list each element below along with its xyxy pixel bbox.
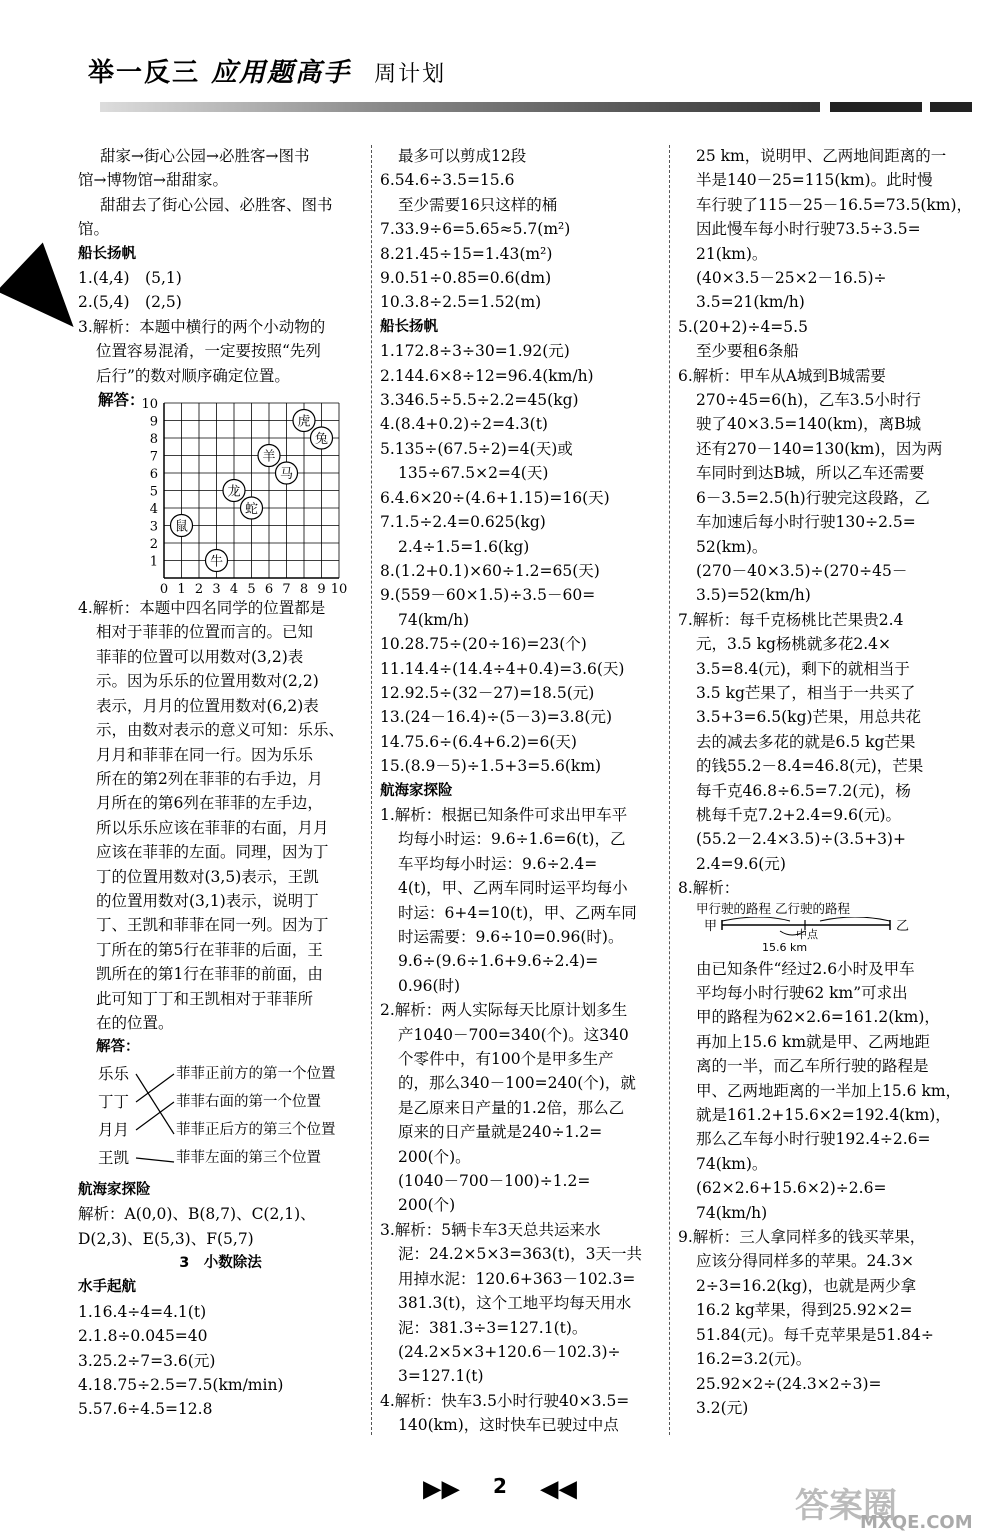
header-title-plan: 周计划 (374, 62, 447, 87)
answer-line: 示。因为乐乐的位置用数对(2,2) (96, 672, 319, 691)
header-rule-seg2 (830, 102, 922, 112)
answer-line: 200(个)。 (398, 1147, 471, 1166)
answer-line: 270÷45=6(h)，乙车3.5小时行 (696, 391, 921, 410)
answer-line: 时运需要：9.6÷10=0.96(时)。 (398, 928, 624, 946)
distance-line (720, 917, 920, 947)
answer-line: 3.5 kg芒果了，相当于一共买了 (696, 683, 916, 702)
answer-line: 4.解析：本题中四名同学的位置都是 (78, 599, 326, 618)
x-tick-label: 4 (229, 582, 239, 597)
answer-line: 在的位置。 (96, 1013, 174, 1032)
student-name: 王凯 (98, 1148, 130, 1167)
diagram-end-label: 乙 (896, 918, 910, 934)
answer-line: 8.解析： (678, 879, 740, 898)
answer-line: 52(km)。 (696, 537, 768, 556)
answer-line: 元，3.5 kg杨桃就多花2.4× (696, 635, 892, 654)
answer-line: 车加速后每小时行驶130÷2.5= (696, 513, 916, 532)
answer-line: 2.4÷1.5=1.6(kg) (398, 537, 530, 556)
answer-line: 3.解析：5辆卡车3天总共运来水 (380, 1220, 601, 1239)
y-tick-label: 1 (149, 554, 158, 570)
answer-line: 车同时到达B城，所以乙车还需要 (696, 464, 925, 483)
page-number: 2 (493, 1474, 507, 1498)
answer-line: 位置容易混淆，一定要按照“先列 (96, 342, 321, 361)
answer-line: 2.4=9.6(元) (696, 854, 786, 873)
text-line: 馆→博物馆→甜甜家。 (78, 171, 228, 190)
animal-label: 兔 (314, 432, 329, 448)
answer-line: 应该在菲菲的左面。同理，因为丁 (96, 843, 329, 862)
answer-line: 21(km)。 (696, 244, 768, 263)
y-tick-label: 9 (149, 414, 158, 430)
animal-label: 鼠 (174, 519, 189, 535)
x-tick-label: 5 (247, 582, 256, 597)
answer-line: 平均每小时行驶62 km”可求出 (696, 984, 908, 1002)
answer-line: 1.16.4÷4=4.1(t) (78, 1302, 207, 1321)
answer-line: 74(km/h) (696, 1203, 768, 1222)
watermark-logo: 答案圈 (795, 1486, 897, 1526)
matching-diagram (78, 1060, 363, 1178)
diagram-midpoint-label: 中点 (796, 927, 818, 941)
answer-line: 2.144.6×8÷12=96.4(km/h) (380, 366, 594, 385)
arrow-left-icon: ◀◀ (540, 1474, 577, 1503)
answer-line: (55.2－2.4×3.5)÷(3.5+3)+ (696, 830, 906, 849)
answer-line: 200(个) (398, 1196, 456, 1215)
x-tick-label: 2 (194, 582, 204, 597)
column-3 (678, 144, 973, 1420)
x-tick-label: 3 (212, 582, 221, 597)
answer-line: 原来的日产量就是240÷1.2= (398, 1123, 603, 1142)
section-heading: 船长扬帆 (78, 245, 136, 262)
answer-line: 泥：381.3÷3=127.1(t)。 (398, 1318, 588, 1337)
answer-line: 2÷3=16.2(kg)，也就是两少拿 (696, 1276, 917, 1295)
answer-line: 后行”的数对顺序确定位置。 (96, 366, 290, 385)
answer-line: 74(km/h) (398, 610, 470, 629)
student-name: 乐乐 (98, 1064, 130, 1083)
answer-line: 半是140－25=115(km)。此时慢 (696, 171, 933, 190)
watermark-url: MXQE.COM (860, 1512, 973, 1533)
answer-line: 6.4.6×20÷(4.6+1.15)=16(天) (380, 488, 610, 507)
answer-line: 6－3.5=2.5(h)行驶完这段路，乙 (696, 488, 930, 507)
diagram-distance-label: 15.6 km (762, 940, 808, 954)
answer-line: 最多可以剪成12段 (398, 147, 527, 165)
answer-line: 解析：A(0,0)、B(8,7)、C(2,1)、 (78, 1205, 316, 1224)
answer-line: 表示，月月的位置用数对(6,2)表 (96, 696, 319, 715)
animal-label: 蛇 (244, 502, 259, 518)
answer-line: 泥：24.2×5×3=363(t)，3天一共 (398, 1245, 642, 1264)
diagram-label: 甲行驶的路程 乙行驶的路程 (696, 900, 850, 916)
answer-line: 的，那么340－100=240(个)，就 (398, 1074, 636, 1093)
answer-line: 桃每千克7.2+2.4=9.6(元)。 (696, 805, 902, 824)
answer-line: 3.解析：本题中横行的两个小动物的 (78, 317, 326, 336)
header-title-sub: 应用题高手 (211, 58, 352, 88)
answer-line: 再加上15.6 km就是甲、乙两地距 (696, 1032, 931, 1051)
answer-line: 那么乙车每小时行驶192.4÷2.6= (696, 1130, 931, 1149)
answer-line: 10.28.75÷(20÷16)=23(个) (380, 635, 587, 654)
answer-label: 解答： (98, 390, 145, 410)
animal-label: 牛 (209, 554, 224, 570)
y-tick-label: 5 (149, 484, 158, 500)
answer-line: 月月和菲菲在同一行。因为乐乐 (96, 745, 314, 764)
answer-line: 4.解析：快车3.5小时行驶40×3.5= (380, 1391, 630, 1410)
section-heading: 水手起航 (78, 1279, 136, 1296)
y-tick-label: 4 (149, 502, 158, 518)
section-heading: 船长扬帆 (380, 318, 438, 335)
answer-line: 甲、乙两地距离的一半加上15.6 km， (696, 1081, 962, 1100)
answer-line: 3.346.5÷5.5÷2.2=45(kg) (380, 391, 579, 410)
answer-line: 菲菲的位置可以用数对(3,2)表 (96, 647, 304, 666)
answer-line: D(2,3)、E(5,3)、F(5,7) (78, 1229, 254, 1248)
text-line: 甜甜去了街心公园、必胜客、图书 (100, 195, 333, 214)
answer-line: 的位置用数对(3,1)表示，说明丁 (96, 891, 319, 910)
answer-line: (62×2.6+15.6×2)÷2.6= (696, 1179, 887, 1198)
answer-line: 9.0.51÷0.85=0.6(dm) (380, 269, 552, 288)
answer-line: 每千克46.8÷6.5=7.2(元)，杨 (696, 781, 911, 800)
answer-line: 所在的第2列在菲菲的右手边，月 (96, 769, 323, 788)
answer-line: 9.(559－60×1.5)÷3.5－60= (380, 586, 596, 605)
answer-line: 381.3(t)，这个工地平均每天用水 (398, 1294, 632, 1313)
y-tick-label: 10 (141, 397, 158, 413)
column-divider-2 (669, 145, 670, 1435)
y-tick-label: 8 (149, 432, 158, 448)
answer-line: 4(t)，甲、乙两车同时运平均每小 (398, 879, 628, 898)
text-line: 甜家→街心公园→必胜客→图书 (100, 147, 310, 165)
answer-line: 3.25.2÷7=3.6(元) (78, 1351, 216, 1370)
position-description: 菲菲左面的第三个位置 (176, 1149, 321, 1166)
answer-line: 10.3.8÷2.5=1.52(m) (380, 293, 542, 312)
answer-line: 25 km，说明甲、乙两地间距离的一 (696, 147, 947, 165)
answer-line: 7.1.5÷2.4=0.625(kg) (380, 513, 546, 532)
x-tick-label: 6 (264, 582, 274, 597)
answer-line: 9.解析：三人拿同样多的钱买苹果， (678, 1228, 926, 1247)
answer-line: 0.96(时) (398, 976, 461, 995)
answer-line: 去的减去多花的就是6.5 kg芒果 (696, 732, 916, 751)
column-2 (380, 144, 665, 1438)
answer-line: 14.75.6÷(6.4+6.2)=6(天) (380, 732, 577, 751)
header-title (88, 52, 446, 89)
answer-line: 2.(5,4) (2,5) (78, 293, 182, 312)
answer-line: 车行驶了115－25－16.5=73.5(km)， (696, 195, 973, 214)
answer-line: 相对于菲菲的位置而言的。已知 (96, 623, 314, 642)
coordinate-grid-block (78, 388, 363, 596)
animal-label: 虎 (297, 414, 311, 430)
answer-line: 9.6÷(9.6÷1.6+9.6÷2.4)= (398, 952, 599, 971)
animal-label: 龙 (227, 484, 241, 500)
answer-line: 丁所在的第5行在菲菲的后面，王 (96, 940, 323, 959)
answer-line: 由已知条件“经过2.6小时及甲车 (696, 959, 915, 978)
answer-line: 8.(1.2+0.1)×60÷1.2=65(天) (380, 561, 600, 580)
x-tick-label: 1 (177, 582, 186, 597)
answer-line: 甲的路程为62×2.6=161.2(km)， (696, 1008, 940, 1027)
header-rule-seg3 (930, 102, 972, 112)
header-rule (100, 102, 820, 112)
position-description: 菲菲右面的第一个位置 (176, 1093, 321, 1110)
answer-line: 3.5=8.4(元)，剩下的就相当于 (696, 659, 910, 678)
answer-line: 因此慢车每小时行驶73.5÷3.5= (696, 220, 921, 239)
animal-label: 羊 (262, 449, 276, 465)
answer-line: 6.解析：甲车从A城到B城需要 (678, 366, 886, 385)
answer-line: (40×3.5－25×2－16.5)÷ (696, 269, 887, 288)
y-tick-label: 3 (149, 519, 158, 535)
arrow-right-icon: ▶▶ (423, 1474, 460, 1503)
answer-line: 驶了40×3.5=140(km)，离B城 (696, 415, 922, 434)
answer-line: 4.18.75÷2.5=7.5(km/min) (78, 1376, 284, 1395)
answer-line: 1.(4,4) (5,1) (78, 269, 182, 288)
answer-line: 15.(8.9－5)÷1.5+3=5.6(km) (380, 757, 602, 776)
answer-line: 用掉水泥：120.6+363－102.3= (398, 1269, 636, 1288)
answer-line: 至少要租6条船 (696, 342, 799, 361)
answer-line: 车平均每小时运：9.6÷2.4= (398, 854, 598, 873)
answer-line: 140(km)，这时快车已驶过中点 (398, 1416, 619, 1435)
answer-line: 16.2=3.2(元)。 (696, 1350, 812, 1369)
x-tick-label: 10 (330, 582, 348, 597)
coordinate-grid (78, 388, 363, 596)
answer-line: 5.(20+2)÷4=5.5 (678, 317, 808, 336)
y-tick-label: 7 (149, 449, 158, 465)
answer-line: (1040－700－100)÷1.2= (398, 1172, 591, 1191)
column-divider-1 (371, 145, 372, 1435)
answer-line: 的钱55.2－8.4=46.8(元)，芒果 (696, 757, 924, 776)
answer-line: 丁的位置用数对(3,5)表示，王凯 (96, 867, 319, 886)
answer-line: 应该分得同样多的苹果。24.3× (696, 1252, 914, 1271)
answer-line: 3.5)=52(km/h) (696, 586, 811, 605)
diagram-start-label: 甲 (704, 918, 718, 934)
answer-line: 1.172.8÷3÷30=1.92(元) (380, 342, 570, 361)
section-heading: 航海家探险 (380, 782, 453, 799)
section-heading: 航海家探险 (78, 1181, 151, 1198)
distance-diagram (678, 901, 970, 957)
student-name: 月月 (98, 1120, 130, 1139)
answer-line: 产1040－700=340(个)。这340 (398, 1025, 629, 1044)
answer-line: 月所在的第6列在菲菲的左手边， (96, 794, 323, 813)
answer-line: 6.54.6÷3.5=15.6 (380, 171, 515, 190)
x-tick-label: 8 (299, 582, 309, 597)
answer-line: 是乙原来日产量的1.2倍，那么乙 (398, 1098, 625, 1117)
answer-line: 5.135÷(67.5÷2)=4(天)或 (380, 439, 573, 458)
answer-line: 3.5+3=6.5(kg)芒果，用总共花 (696, 708, 922, 727)
x-tick-label: 9 (317, 582, 326, 597)
answer-line: 12.92.5÷(32－27)=18.5(元) (380, 683, 595, 702)
x-tick-label: 0 (159, 582, 169, 597)
answer-line: 7.解析：每千克杨桃比芒果贵2.4 (678, 610, 904, 629)
answer-line: 3.5=21(km/h) (696, 293, 805, 312)
answer-line: 2.解析：两人实际每天比原计划多生 (380, 1001, 628, 1020)
answer-line: 还有270－140=130(km)，因为两 (696, 439, 943, 458)
animal-label: 马 (279, 467, 294, 483)
answer-line: 4.(8.4+0.2)÷2=4.3(t) (380, 415, 548, 434)
student-name: 丁丁 (98, 1092, 130, 1111)
answer-line: 就是161.2+15.6×2=192.4(km)， (696, 1106, 951, 1125)
answer-line: 凯所在的第1行在菲菲的前面，由 (96, 965, 323, 984)
answer-line: 丁、王凯和菲菲在同一列。因为丁 (96, 916, 329, 935)
y-tick-label: 6 (149, 467, 158, 483)
answer-line: 个零件中，有100个是甲多生产 (398, 1050, 614, 1069)
answer-line: 5.57.6÷4.5=12.8 (78, 1400, 213, 1419)
position-description: 菲菲正后方的第三个位置 (176, 1121, 336, 1138)
answer-line: 所以乐乐应该在菲菲的右面，月月 (96, 818, 329, 837)
answer-line: 至少需要16只这样的桶 (398, 195, 558, 214)
answer-label: 解答： (96, 1039, 140, 1056)
x-tick-label: 7 (282, 582, 291, 597)
corner-decoration (0, 242, 74, 347)
answer-line: 74(km)。 (696, 1154, 768, 1173)
answer-line: 均每小时运：9.6÷1.6=6(t)，乙 (398, 830, 626, 849)
answer-line: 离的一半，而乙车所行驶的路程是 (696, 1057, 929, 1076)
answer-line: 3=127.1(t) (398, 1367, 484, 1386)
answer-line: 7.33.9÷6=5.65≈5.7(m²) (380, 220, 571, 239)
answer-line: 2.1.8÷0.045=40 (78, 1327, 208, 1346)
text-line: 馆。 (78, 220, 110, 239)
answer-line: (270－40×3.5)÷(270÷45－ (696, 561, 908, 580)
chapter-heading: 3 小数除法 (179, 1255, 262, 1271)
answer-line: 3.2(元) (696, 1398, 749, 1417)
answer-line: 1.解析：根据已知条件可求出甲车平 (380, 805, 628, 824)
answer-line: 时运：6+4=10(t)，甲、乙两车同 (398, 903, 637, 922)
answer-line: 8.21.45÷15=1.43(m²) (380, 244, 553, 263)
answer-line: 此可知丁丁和王凯相对于菲菲所 (96, 989, 314, 1008)
position-description: 菲菲正前方的第一个位置 (176, 1065, 336, 1082)
answer-line: 135÷67.5×2=4(天) (398, 464, 549, 483)
answer-line: 25.92×2÷(24.3×2÷3)= (696, 1374, 882, 1393)
answer-line: 11.14.4÷(14.4÷4+0.4)=3.6(天) (380, 659, 625, 678)
y-tick-label: 2 (149, 537, 158, 553)
header-title-main: 举一反三 (88, 58, 201, 88)
answer-line: 16.2 kg苹果，得到25.92×2= (696, 1301, 913, 1320)
column-1 (78, 144, 363, 1422)
answer-line: 13.(24－16.4)÷(5－3)=3.8(元) (380, 708, 613, 727)
answer-line: 51.84(元)。每千克苹果是51.84÷ (696, 1325, 934, 1344)
answer-line: (24.2×5×3+120.6－102.3)÷ (398, 1342, 621, 1361)
answer-line: 示，由数对表示的意义可知：乐乐、 (96, 721, 345, 740)
